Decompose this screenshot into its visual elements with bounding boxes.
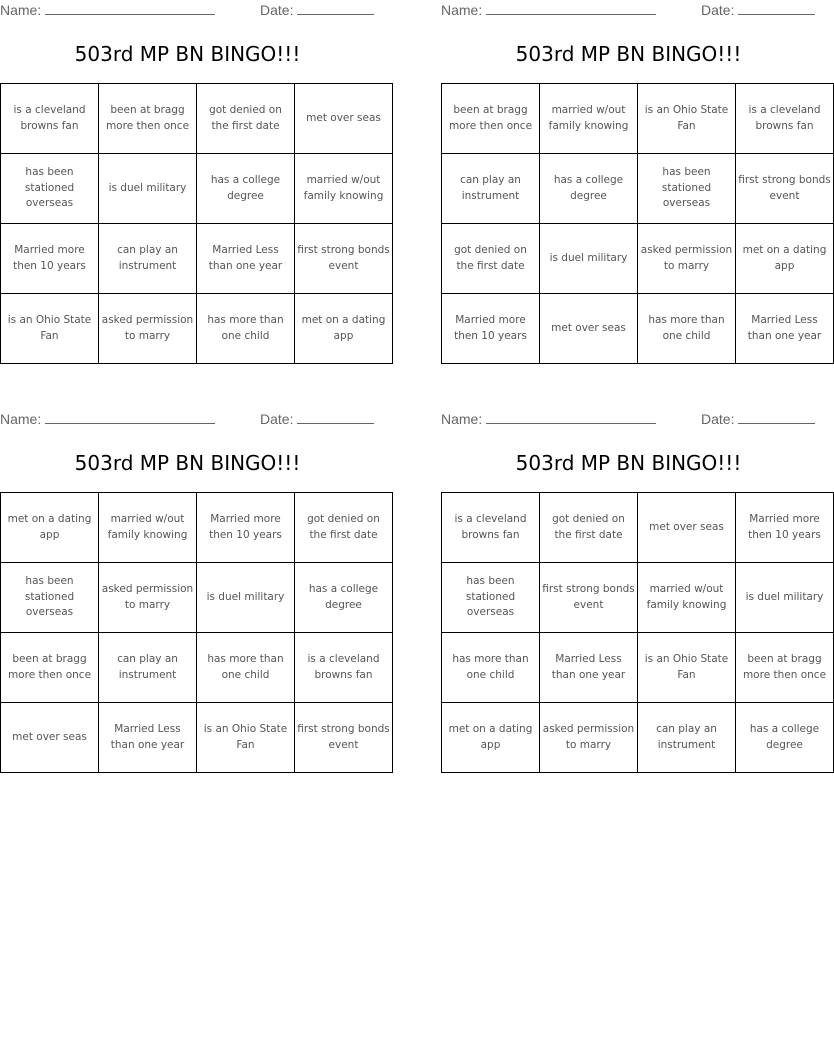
- date-blank-line: [738, 411, 815, 424]
- name-blank-line: [45, 2, 215, 15]
- bingo-cell: met over seas: [295, 84, 393, 154]
- bingo-cell: met on a dating app: [1, 493, 99, 563]
- bingo-card-1: [0, 0, 390, 360]
- bingo-cell: first strong bonds event: [295, 703, 393, 773]
- bingo-cell: first strong bonds event: [736, 154, 834, 224]
- grid-row: [442, 84, 834, 154]
- name-field: [441, 411, 656, 427]
- card-title: 503rd MP BN BINGO!!!: [74, 42, 301, 66]
- bingo-cell: is a cleveland browns fan: [1, 84, 99, 154]
- bingo-cell: is duel military: [99, 154, 197, 224]
- grid-row: [442, 703, 834, 773]
- grid-row: [1, 154, 393, 224]
- bingo-cell: has more than one child: [638, 294, 736, 364]
- date-label: Date:: [260, 2, 294, 18]
- bingo-cell: Married Less than one year: [197, 224, 295, 294]
- bingo-card-3: [0, 409, 390, 769]
- bingo-cell: met on a dating app: [736, 224, 834, 294]
- name-label: Name:: [0, 2, 42, 18]
- bingo-cell: is a cleveland browns fan: [295, 633, 393, 703]
- bingo-cell: is an Ohio State Fan: [638, 633, 736, 703]
- bingo-cell: married w/out family knowing: [540, 84, 638, 154]
- date-label: Date:: [701, 411, 735, 427]
- name-label: Name:: [441, 2, 483, 18]
- bingo-cell: can play an instrument: [638, 703, 736, 773]
- name-blank-line: [486, 411, 656, 424]
- bingo-card-4: [441, 409, 827, 769]
- bingo-cell: got denied on the first date: [295, 493, 393, 563]
- grid-row: [1, 563, 393, 633]
- bingo-cell: met over seas: [638, 493, 736, 563]
- bingo-cell: is an Ohio State Fan: [197, 703, 295, 773]
- bingo-cell: is duel military: [540, 224, 638, 294]
- bingo-cell: been at bragg more then once: [442, 84, 540, 154]
- bingo-cell: married w/out family knowing: [295, 154, 393, 224]
- name-label: Name:: [441, 411, 483, 427]
- bingo-cell: can play an instrument: [99, 633, 197, 703]
- grid-row: [442, 633, 834, 703]
- bingo-cell: been at bragg more then once: [736, 633, 834, 703]
- bingo-cell: been at bragg more then once: [1, 633, 99, 703]
- bingo-cell: got denied on the first date: [540, 493, 638, 563]
- bingo-cell: has been stationed overseas: [442, 563, 540, 633]
- bingo-cell: has a college degree: [295, 563, 393, 633]
- grid-row: [442, 563, 834, 633]
- bingo-cell: is an Ohio State Fan: [638, 84, 736, 154]
- bingo-cell: has a college degree: [197, 154, 295, 224]
- bingo-cell: asked permission to marry: [99, 563, 197, 633]
- name-blank-line: [45, 411, 215, 424]
- grid-row: [1, 224, 393, 294]
- bingo-cell: met on a dating app: [442, 703, 540, 773]
- bingo-cell: can play an instrument: [442, 154, 540, 224]
- bingo-cell: asked permission to marry: [638, 224, 736, 294]
- bingo-grid: [0, 492, 393, 773]
- date-field: [701, 2, 815, 18]
- bingo-cell: has more than one child: [197, 633, 295, 703]
- date-field: [260, 411, 374, 427]
- bingo-cell: first strong bonds event: [540, 563, 638, 633]
- bingo-grid: [441, 492, 834, 773]
- grid-row: [442, 224, 834, 294]
- grid-row: [442, 493, 834, 563]
- bingo-cell: has more than one child: [197, 294, 295, 364]
- bingo-cell: is a cleveland browns fan: [736, 84, 834, 154]
- date-field: [260, 2, 374, 18]
- bingo-cell: Married more then 10 years: [736, 493, 834, 563]
- bingo-cell: got denied on the first date: [197, 84, 295, 154]
- date-blank-line: [297, 2, 374, 15]
- bingo-cell: Married more then 10 years: [442, 294, 540, 364]
- bingo-cell: Married Less than one year: [99, 703, 197, 773]
- grid-row: [1, 84, 393, 154]
- bingo-grid: [441, 83, 834, 364]
- bingo-cell: met over seas: [540, 294, 638, 364]
- grid-row: [442, 294, 834, 364]
- date-label: Date:: [701, 2, 735, 18]
- bingo-cell: Married Less than one year: [540, 633, 638, 703]
- bingo-cell: is duel military: [736, 563, 834, 633]
- name-field: [0, 411, 215, 427]
- bingo-cell: asked permission to marry: [540, 703, 638, 773]
- bingo-cell: Married more then 10 years: [1, 224, 99, 294]
- bingo-cell: met over seas: [1, 703, 99, 773]
- date-blank-line: [738, 2, 815, 15]
- name-field: [0, 2, 215, 18]
- bingo-cell: is duel military: [197, 563, 295, 633]
- date-blank-line: [297, 411, 374, 424]
- bingo-cell: Married more then 10 years: [197, 493, 295, 563]
- bingo-cell: is a cleveland browns fan: [442, 493, 540, 563]
- bingo-cell: Married Less than one year: [736, 294, 834, 364]
- bingo-cell: has been stationed overseas: [1, 154, 99, 224]
- grid-row: [1, 493, 393, 563]
- bingo-cell: asked permission to marry: [99, 294, 197, 364]
- bingo-cell: been at bragg more then once: [99, 84, 197, 154]
- bingo-cell: married w/out family knowing: [638, 563, 736, 633]
- date-label: Date:: [260, 411, 294, 427]
- bingo-cell: can play an instrument: [99, 224, 197, 294]
- bingo-cell: is an Ohio State Fan: [1, 294, 99, 364]
- bingo-cell: first strong bonds event: [295, 224, 393, 294]
- bingo-cell: has more than one child: [442, 633, 540, 703]
- name-label: Name:: [0, 411, 42, 427]
- bingo-cell: has a college degree: [540, 154, 638, 224]
- bingo-cell: met on a dating app: [295, 294, 393, 364]
- card-title: 503rd MP BN BINGO!!!: [515, 42, 742, 66]
- grid-row: [442, 154, 834, 224]
- bingo-grid: [0, 83, 393, 364]
- card-title: 503rd MP BN BINGO!!!: [74, 451, 301, 475]
- date-field: [701, 411, 815, 427]
- grid-row: [1, 294, 393, 364]
- bingo-cell: got denied on the first date: [442, 224, 540, 294]
- bingo-cell: has a college degree: [736, 703, 834, 773]
- grid-row: [1, 633, 393, 703]
- name-blank-line: [486, 2, 656, 15]
- bingo-cell: has been stationed overseas: [638, 154, 736, 224]
- grid-row: [1, 703, 393, 773]
- bingo-card-2: [441, 0, 831, 360]
- card-title: 503rd MP BN BINGO!!!: [515, 451, 742, 475]
- bingo-cell: has been stationed overseas: [1, 563, 99, 633]
- bingo-cell: married w/out family knowing: [99, 493, 197, 563]
- name-field: [441, 2, 656, 18]
